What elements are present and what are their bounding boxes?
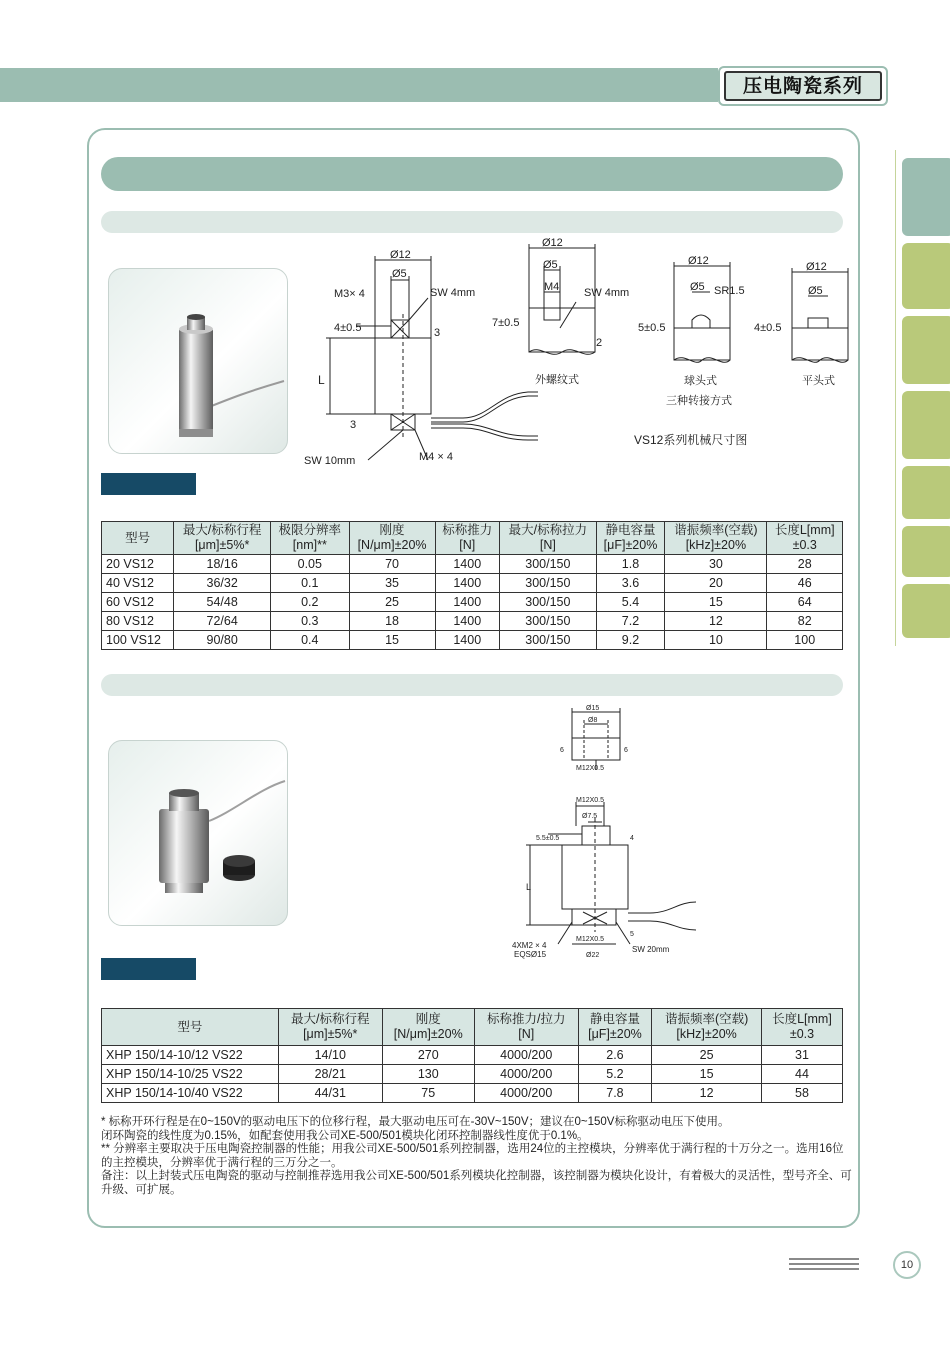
table-cell: 4000/200 (474, 1046, 578, 1065)
table-cell: 3.6 (596, 574, 665, 593)
table-cell: 1400 (435, 631, 499, 650)
dim-dia12: Ø12 (390, 249, 411, 261)
table-cell: 300/150 (500, 612, 597, 631)
table-cell: 44 (761, 1065, 842, 1084)
table-cell: 15 (665, 593, 767, 612)
table-cell: 2.6 (578, 1046, 652, 1065)
table-cell: XHP 150/14-10/12 VS22 (102, 1046, 279, 1065)
table-cell: 100 VS12 (102, 631, 174, 650)
table-cell: 28 (767, 555, 843, 574)
dim-sw20: SW 20mm (632, 945, 670, 954)
table-row (102, 1084, 843, 1103)
dim-dia8: Ø8 (588, 717, 598, 724)
dim-length: L (318, 373, 325, 387)
table-cell: 72/64 (174, 612, 271, 631)
table-cell: 18 (349, 612, 435, 631)
vs12-dimension-drawing (298, 228, 858, 473)
col-stiffness: 刚度 [N/μm]±20% (382, 1009, 474, 1046)
table-cell: 0.3 (270, 612, 349, 631)
table-cell: XHP 150/14-10/25 VS22 (102, 1065, 279, 1084)
table-cell: 5.4 (596, 593, 665, 612)
table-cell: 15 (652, 1065, 762, 1084)
col-stiffness: 刚度 [N/μm]±20% (349, 522, 435, 555)
section-title-bar (101, 157, 843, 191)
dim-m3x4: M3× 4 (334, 288, 365, 300)
dim-6-left: 6 (560, 747, 564, 754)
table-cell: 80 VS12 (102, 612, 174, 631)
table-cell: 12 (652, 1084, 762, 1103)
dim-m2: 4XM2 × 4 (512, 941, 547, 950)
table-row (102, 1065, 843, 1084)
label-three-ways: 三种转接方式 (666, 395, 732, 407)
dim-5-05: 5±0.5 (638, 322, 666, 334)
table-cell: 4000/200 (474, 1084, 578, 1103)
xhp-dimension-drawing (500, 700, 720, 965)
table-cell: 30 (665, 555, 767, 574)
dim-4-05: 4±0.5 (334, 322, 362, 334)
table-cell: 60 VS12 (102, 593, 174, 612)
table-header-row (102, 522, 843, 555)
col-force: 标称推力/拉力 [N] (474, 1009, 578, 1046)
label-ball: 球头式 (684, 375, 717, 387)
table-cell: 15 (349, 631, 435, 650)
table-cell: 70 (349, 555, 435, 574)
dim-3-top: 3 (434, 327, 441, 339)
footnotes (101, 1116, 853, 1197)
xhp-subtitle-bar (101, 674, 843, 696)
table-cell: 64 (767, 593, 843, 612)
table-cell: XHP 150/14-10/40 VS22 (102, 1084, 279, 1103)
vs12-drawing-caption: VS12系列机械尺寸图 (634, 433, 748, 447)
table-cell: 300/150 (500, 574, 597, 593)
note-2: 闭环陶瓷的线性度为0.15%，如配套使用我公司XE-500/501模块化闭环控制器线性度优于0.1%。 (101, 1129, 589, 1142)
col-stroke: 最大/标称行程 [μm]±5%* (174, 522, 271, 555)
table-cell: 270 (382, 1046, 474, 1065)
table-cell: 20 (665, 574, 767, 593)
col-model: 型号 (102, 1009, 279, 1046)
table-cell: 90/80 (174, 631, 271, 650)
side-tab-2[interactable] (902, 243, 950, 309)
vs12-label-bar (101, 473, 196, 495)
dim-7-05: 7±0.5 (492, 317, 520, 329)
vs12-spec-table (101, 521, 843, 650)
footer-lines (789, 1258, 859, 1273)
dim-dia15: Ø15 (586, 705, 600, 712)
label-flat: 平头式 (802, 375, 835, 387)
dim-sw4: SW 4mm (430, 287, 476, 299)
col-model: 型号 (102, 522, 174, 555)
series-title: 压电陶瓷系列 (724, 71, 882, 101)
table-cell: 300/150 (500, 593, 597, 612)
table-cell: 20 VS12 (102, 555, 174, 574)
col-pull-force: 最大/标称拉力 [N] (500, 522, 597, 555)
side-tab-3[interactable] (902, 316, 950, 384)
col-resolution: 极限分辨率 [nm]** (270, 522, 349, 555)
col-capacitance: 静电容量 [μF]±20% (596, 522, 665, 555)
dim-dia22: Ø22 (586, 952, 600, 959)
table-cell: 28/21 (278, 1065, 382, 1084)
dim-dia5-ext: Ø5 (543, 259, 558, 271)
col-resonance: 谐振频率(空载) [kHz]±20% (652, 1009, 762, 1046)
table-cell: 5.2 (578, 1065, 652, 1084)
side-tab-rail (895, 150, 896, 646)
dim-m4x4: M4 × 4 (419, 451, 453, 463)
table-cell: 4000/200 (474, 1065, 578, 1084)
xhp-spec-table (101, 1008, 843, 1103)
table-cell: 300/150 (500, 555, 597, 574)
xhp-product-photo (108, 740, 288, 926)
table-cell: 54/48 (174, 593, 271, 612)
table-cell: 0.05 (270, 555, 349, 574)
dim-4: 4 (630, 835, 634, 842)
dim-4-05-flat: 4±0.5 (754, 322, 782, 334)
dim-eqs: EQSØ15 (514, 950, 547, 959)
dim-3-bottom: 3 (350, 419, 357, 431)
page-number: 10 (893, 1251, 921, 1279)
table-cell: 44/31 (278, 1084, 382, 1103)
col-resonance: 谐振频率(空载) [kHz]±20% (665, 522, 767, 555)
xhp-cap-outline (572, 738, 620, 760)
header-band (0, 68, 718, 102)
side-tab-6[interactable] (902, 526, 950, 577)
dim-2: 2 (596, 337, 603, 349)
col-capacitance: 静电容量 [μF]±20% (578, 1009, 652, 1046)
side-tab-7[interactable] (902, 584, 950, 638)
side-tab-5[interactable] (902, 466, 950, 519)
table-row (102, 593, 843, 612)
table-row (102, 1046, 843, 1065)
dim-dia12-flat: Ø12 (806, 261, 827, 273)
col-length: 长度L[mm] ±0.3 (761, 1009, 842, 1046)
table-cell: 75 (382, 1084, 474, 1103)
table-cell: 25 (349, 593, 435, 612)
dim-55: 5.5±0.5 (536, 835, 560, 842)
vs12-product-photo (108, 268, 288, 454)
table-header-row (102, 1009, 843, 1046)
table-cell: 14/10 (278, 1046, 382, 1065)
table-cell: 10 (665, 631, 767, 650)
dim-m12-top: M12X0.5 (576, 797, 605, 804)
xhp-actuator-image (109, 741, 287, 925)
col-length: 长度L[mm] ±0.3 (767, 522, 843, 555)
table-cell: 1400 (435, 555, 499, 574)
dim-m12-bottom: M12X0.5 (576, 936, 605, 943)
dim-m4: M4 (544, 281, 560, 293)
dim-length-xhp: L (526, 882, 532, 892)
vs12-actuator-image (109, 269, 287, 453)
table-cell: 7.2 (596, 612, 665, 631)
table-cell: 130 (382, 1065, 474, 1084)
table-cell: 82 (767, 612, 843, 631)
col-stroke: 最大/标称行程 [μm]±5%* (278, 1009, 382, 1046)
side-tab-4[interactable] (902, 391, 950, 459)
label-ext-thread: 外螺纹式 (535, 374, 579, 386)
dim-dia75: Ø7.5 (582, 813, 598, 820)
dim-sr15: SR1.5 (714, 285, 745, 297)
table-cell: 0.2 (270, 593, 349, 612)
table-cell: 1.8 (596, 555, 665, 574)
table-cell: 35 (349, 574, 435, 593)
table-cell: 0.1 (270, 574, 349, 593)
table-row (102, 631, 843, 650)
dim-dia5: Ø5 (392, 268, 407, 280)
table-row (102, 574, 843, 593)
col-push-force: 标称推力 [N] (435, 522, 499, 555)
table-cell: 0.4 (270, 631, 349, 650)
table-cell: 12 (665, 612, 767, 631)
table-cell: 1400 (435, 612, 499, 631)
table-cell: 9.2 (596, 631, 665, 650)
dim-dia12-ext: Ø12 (542, 237, 563, 249)
table-cell: 300/150 (500, 631, 597, 650)
table-cell: 1400 (435, 574, 499, 593)
dim-dia5-ball: Ø5 (690, 281, 705, 293)
table-cell: 100 (767, 631, 843, 650)
note-4: 备注：以上封装式压电陶瓷的驱动与控制推荐选用我公司XE-500/501系列模块化控制器，该控制器为模块化设计，有着极大的灵活性，型号齐全、可升级、可扩展。 (101, 1170, 852, 1196)
table-cell: 31 (761, 1046, 842, 1065)
table-cell: 46 (767, 574, 843, 593)
table-cell: 58 (761, 1084, 842, 1103)
table-cell: 18/16 (174, 555, 271, 574)
note-3: ** 分辨率主要取决于压电陶瓷控制器的性能；用我公司XE-500/501系列控制器，选用24位的主控模块，分辨率优于满行程的十万分之一。选用16位的主控模块，分辨率优于满行程的三万分之一。 (101, 1143, 844, 1169)
dim-5: 5 (630, 931, 634, 938)
note-1: * 标称开环行程是在0~150V的驱动电压下的位移行程，最大驱动电压可在-30V~150V；建议在0~150V标称驱动电压下使用。 (101, 1116, 730, 1128)
dim-sw4-ext: SW 4mm (584, 287, 630, 299)
table-row (102, 555, 843, 574)
table-cell: 7.8 (578, 1084, 652, 1103)
dim-6-right: 6 (624, 747, 628, 754)
table-cell: 36/32 (174, 574, 271, 593)
side-tab-1[interactable] (902, 158, 950, 236)
dim-dia12-ball: Ø12 (688, 255, 709, 267)
series-tab (718, 66, 886, 104)
xhp-label-bar (101, 958, 196, 980)
table-cell: 1400 (435, 593, 499, 612)
dim-m12-cap: M12X0.5 (576, 765, 605, 772)
dim-dia5-flat: Ø5 (808, 285, 823, 297)
table-row (102, 612, 843, 631)
table-cell: 25 (652, 1046, 762, 1065)
dim-sw10: SW 10mm (304, 455, 356, 467)
table-cell: 40 VS12 (102, 574, 174, 593)
